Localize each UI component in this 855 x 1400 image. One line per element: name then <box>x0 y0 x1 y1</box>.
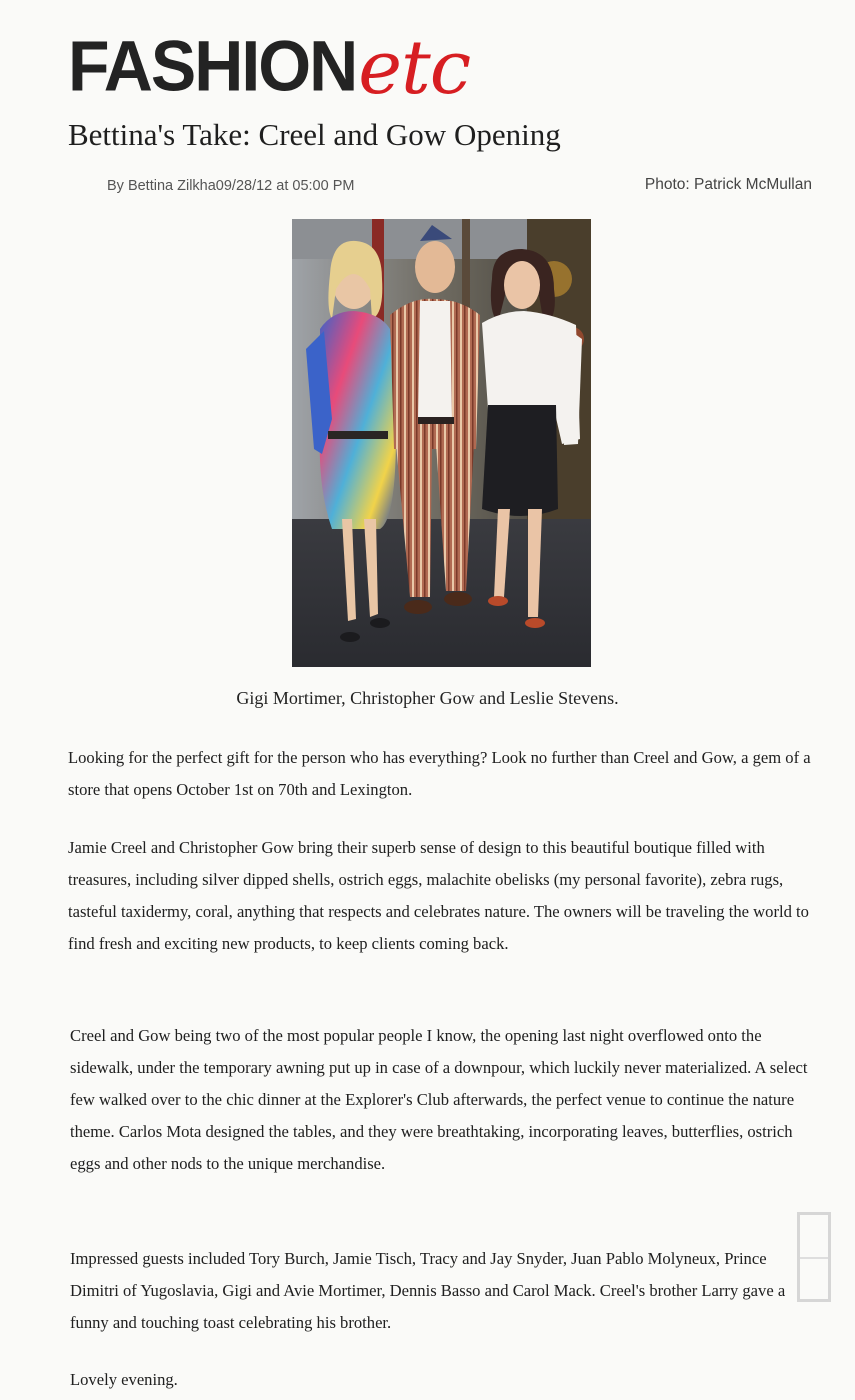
event-photo-illustration <box>292 219 591 667</box>
photo-caption: Gigi Mortimer, Christopher Gow and Leslie Stevens. <box>236 688 619 708</box>
logo-accent-text: etc <box>358 25 471 112</box>
article-title: Bettina's Take: Creel and Gow Opening <box>68 117 561 152</box>
event-photo <box>292 219 591 667</box>
article-paragraph: Jamie Creel and Christopher Gow bring their superb sense of design to this beautiful boutique filled with treasures, including silver dipped shells, ostrich eggs, malachite obelisks (my personal favorite), zebra rugs, tasteful taxidermy, coral, anything that respects and celebrates nature. The owners will be traveling the world to find fresh and exciting new products, to keep clients coming back. <box>68 838 809 953</box>
article-paragraph: Impressed guests included Tory Burch, Jamie Tisch, Tracy and Jay Snyder, Juan Pablo Molyneux, Prince Dimitri of Yugoslavia, Gigi and Avie Mortimer, Dennis Basso and Carol Mack. Creel's brother Larry gave a funny and touching toast celebrating his brother. <box>70 1249 786 1332</box>
article-paragraph: Looking for the perfect gift for the person who has everything? Look no further than Creel and Gow, a gem of a store that opens October 1st on 70th and Lexington. <box>68 748 811 799</box>
article-closing-line: Lovely evening. <box>70 1370 178 1389</box>
article-paragraph: Creel and Gow being two of the most popular people I know, the opening last night overflowed onto the sidewalk, under the temporary awning put up in case of a downpour, which luckily never materialized. A select few walked over to the chic dinner at the Explorer's Club afterwards, the perfect venue to continue the nature theme. Carlos Mota designed the tables, and they were breathtaking, incorporating leaves, butterflies, ostrich eggs and other nods to the unique merchandise. <box>70 1026 808 1173</box>
fashionetc-logo <box>68 22 471 112</box>
logo-main-text: FASHION <box>68 26 357 107</box>
photo-credit: Photo: Patrick McMullan <box>644 176 812 193</box>
article-byline: By Bettina Zilkha09/28/12 at 05:00 PM <box>107 178 355 194</box>
scan-margin-mark <box>797 1212 831 1302</box>
